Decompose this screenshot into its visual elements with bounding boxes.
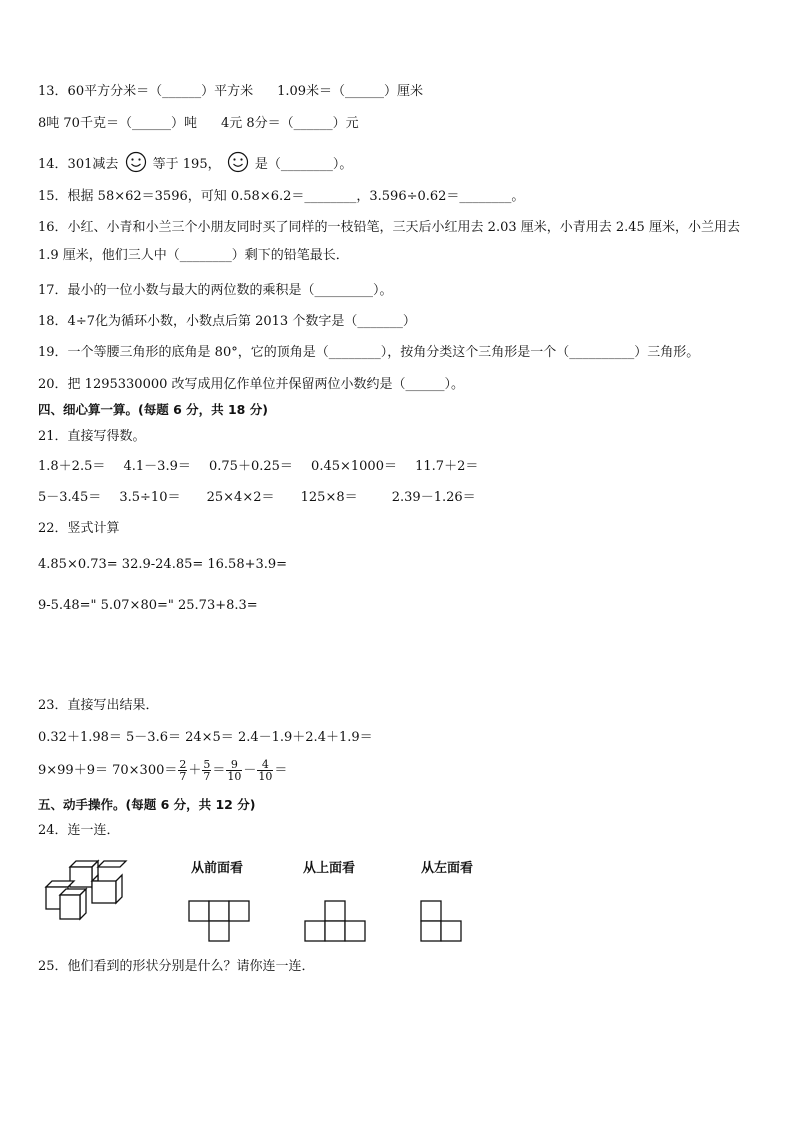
section-5-heading: 五、动手操作。(每题 6 分，共 12 分) <box>38 797 256 812</box>
q21-item: 3.5÷10＝ <box>119 490 181 505</box>
q18-line: 18．4÷7化为循环小数，小数点后第 2013 个数字是（_______） <box>38 314 416 329</box>
q13-line1-a: 13．60平方分米＝（______）平方米 <box>38 84 254 99</box>
q21-row2 <box>38 489 476 507</box>
q21-item: 5－3.45＝ <box>38 490 102 505</box>
q25-line: 25．他们看到的形状分别是什么？请你连一连． <box>38 959 315 974</box>
label-front-view: 从前面看 <box>191 861 244 876</box>
q14-line <box>38 151 352 174</box>
plus-sign: ＋ <box>188 763 202 778</box>
top-view-shape <box>304 900 368 944</box>
q13-line1 <box>38 83 423 101</box>
fraction: $\frac{4}{10}$ <box>258 758 273 783</box>
cube-stack-figure <box>40 855 140 925</box>
q21-item: 11.7＋2＝ <box>415 459 479 474</box>
minus-sign: － <box>243 763 257 778</box>
q21-item: 125×8＝ <box>300 490 358 505</box>
equals-sign: ＝ <box>274 763 288 778</box>
q21-item: 0.45×1000＝ <box>311 459 397 474</box>
left-view-shape <box>420 900 466 944</box>
q22-title: 22．竖式计算 <box>38 521 120 536</box>
q20-line: 20．把 1295330000 改写成用亿作单位并保留两位小数约是（______）。 <box>38 377 465 392</box>
q22-row2: 9-5.48=" 5.07×80=" 25.73+8.3= <box>38 598 258 613</box>
fraction: $\frac{2}{7}$ <box>179 758 187 783</box>
q19-line: 19．一个等腰三角形的底角是 80°，它的顶角是（________），按角分类这个三角形是一个（__________）三角形。 <box>38 345 700 360</box>
q23-title: 23．直接写出结果． <box>38 698 159 713</box>
q13-line2-a: 8吨 70千克＝（______）吨 <box>38 116 197 131</box>
q15-line: 15．根据 58×62＝3596，可知 0.58×6.2＝________，3.596÷0.62＝________。 <box>38 189 525 204</box>
q22-row1: 4.85×0.73= 32.9-24.85= 16.58+3.9= <box>38 557 288 572</box>
equals-sign: ＝ <box>212 763 226 778</box>
q21-item: 4.1－3.9＝ <box>123 459 191 474</box>
q21-row1 <box>38 458 478 476</box>
q16-line: 16．小红、小青和小兰三个小朋友同时买了同样的一枝铅笔，三天后小红用去 2.03 厘米，小青用去 2.45 厘米，小兰用去 1.9 厘米，他们三人中（________）剩下的铅笔最长． <box>38 220 740 263</box>
q14-part2: 等于 195， <box>152 157 221 172</box>
fraction: $\frac{5}{7}$ <box>203 758 211 783</box>
section-4-heading: 四、细心算一算。(每题 6 分，共 18 分) <box>38 402 268 417</box>
q23-row2 <box>38 759 287 783</box>
label-left-view: 从左面看 <box>421 861 474 876</box>
q21-item: 2.39－1.26＝ <box>391 490 476 505</box>
q21-item: 25×4×2＝ <box>206 490 275 505</box>
q13-line2 <box>38 115 359 133</box>
q21-item: 1.8＋2.5＝ <box>38 459 106 474</box>
q14-part1: 14．301减去 <box>38 157 119 172</box>
smiley-icon <box>125 151 147 173</box>
q17-line: 17．最小的一位小数与最大的两位数的乘积是（_________）。 <box>38 283 393 298</box>
q13-line2-b: 4元 8分＝（______）元 <box>220 116 359 131</box>
q24-title: 24．连一连． <box>38 823 120 838</box>
label-top-view: 从上面看 <box>303 861 356 876</box>
front-view-shape <box>188 900 252 944</box>
fraction: $\frac{9}{10}$ <box>227 758 242 783</box>
q13-line1-b: 1.09米＝（______）厘米 <box>277 84 424 99</box>
q23-row2-a: 9×99＋9＝ 70×300＝ <box>38 763 178 778</box>
q21-item: 0.75＋0.25＝ <box>209 459 293 474</box>
q23-row1: 0.32＋1.98＝ 5－3.6＝ 24×5＝ 2.4－1.9＋2.4＋1.9＝ <box>38 730 373 745</box>
q21-title: 21．直接写得数。 <box>38 429 146 444</box>
q14-part3: 是（________）。 <box>254 157 353 172</box>
smiley-icon <box>227 151 249 173</box>
